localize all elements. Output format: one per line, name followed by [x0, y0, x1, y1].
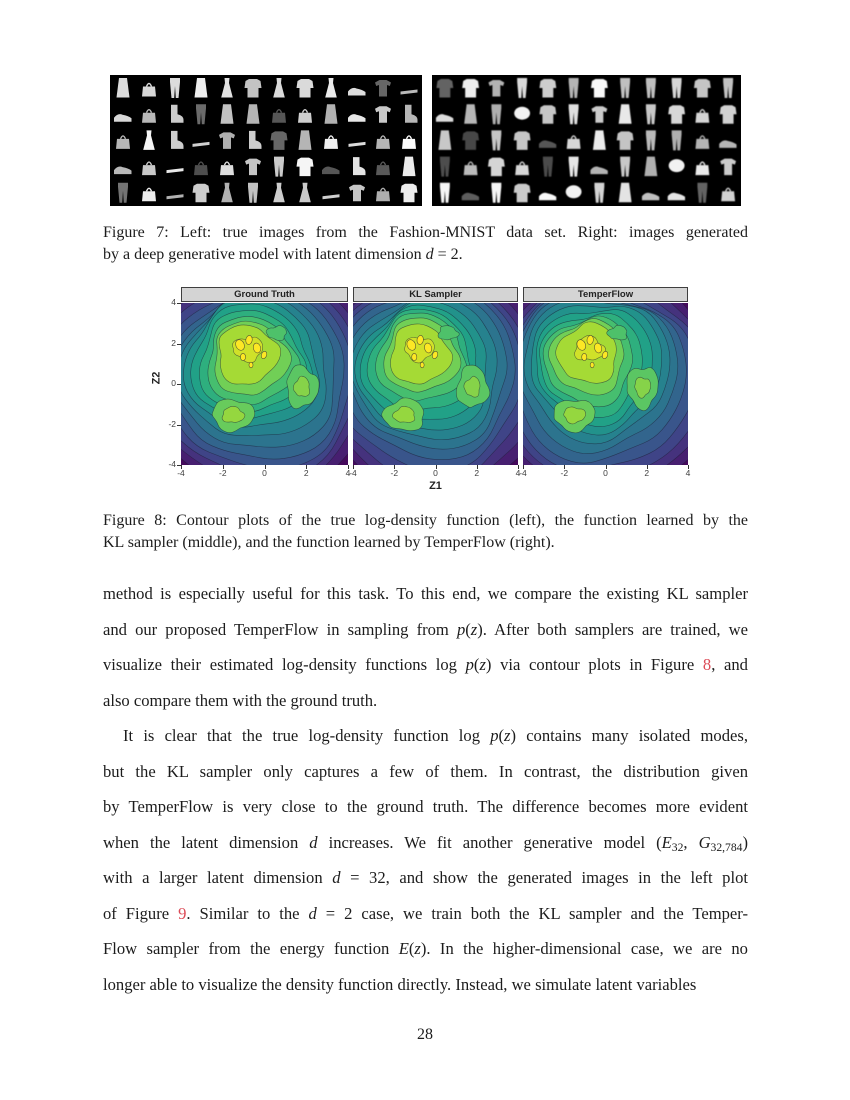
- text-line: [103, 967, 748, 1003]
- text-line: [103, 647, 748, 683]
- text-segment: ,: [683, 832, 699, 852]
- figure8-caption: [103, 510, 748, 553]
- x-tick-label: 4: [345, 468, 351, 478]
- text-segment: ). In the higher-dimensional case, we are no: [420, 939, 748, 959]
- text-segment: longer able to visualize the density function directly. Instead, we simulate latent variables: [103, 975, 697, 995]
- x-tick-label: 2: [644, 468, 650, 478]
- x-tick-label: 4: [515, 468, 521, 478]
- text-segment: ). After both samplers are trained, we: [477, 619, 748, 639]
- x-tick-label: -4: [177, 468, 185, 478]
- text-segment: Flow sampler from the energy function: [103, 939, 399, 959]
- x-tick-label: -2: [560, 468, 569, 478]
- text-segment: visualize their estimated log-density functions log: [103, 655, 466, 675]
- text-segment: increases. We fit another generative model (: [317, 832, 662, 852]
- text-segment: KL sampler (middle), and the function learned by TemperFlow (right).: [103, 533, 555, 551]
- text-segment: ) via contour plots in Figure: [485, 655, 703, 675]
- text-segment: by TemperFlow is very close to the ground truth. The difference becomes more evident: [103, 797, 748, 817]
- text-segment: and our proposed TemperFlow in sampling from: [103, 619, 457, 639]
- text-segment: method is especially useful for this task. To this end, we compare the existing KL sampler: [103, 584, 748, 603]
- x-tick-label: 2: [303, 468, 309, 478]
- facet-strip-title: TemperFlow: [523, 287, 688, 302]
- y-tick-mark: [177, 344, 181, 345]
- text-segment: E: [661, 832, 672, 852]
- text-segment: 32: [671, 840, 684, 854]
- figure8-contour-plot: [150, 286, 691, 496]
- text-segment: z: [504, 726, 511, 746]
- text-segment: (: [498, 726, 505, 746]
- text-segment: also compare them with the ground truth.: [103, 690, 378, 710]
- y-tick-label: 0: [171, 378, 176, 388]
- page-number: 28: [417, 1026, 433, 1043]
- text-segment: d: [332, 868, 341, 888]
- y-tick-mark: [177, 425, 181, 426]
- text-segment: (: [465, 619, 471, 639]
- facet-strip-title: Ground Truth: [181, 287, 348, 302]
- contour-panel-kl-sampler: [353, 287, 518, 465]
- text-segment: with a larger latent dimension: [103, 868, 333, 888]
- y-tick-label: -2: [168, 418, 176, 429]
- text-segment: z: [479, 655, 486, 675]
- text-segment: (: [408, 939, 415, 959]
- text-line: [103, 789, 748, 825]
- text-segment: E: [398, 939, 409, 959]
- y-axis-title: Z2: [150, 371, 163, 385]
- body-text: [103, 576, 748, 1003]
- text-line: [103, 576, 748, 612]
- text-line: [103, 931, 748, 967]
- text-segment: d: [308, 903, 317, 923]
- text-segment: p: [465, 655, 474, 675]
- x-tick-label: 2: [474, 468, 480, 478]
- y-tick-label: 4: [171, 297, 176, 307]
- x-tick-label: -2: [219, 468, 227, 478]
- y-tick-mark: [177, 384, 181, 385]
- text-segment: of Figure: [103, 903, 179, 923]
- text-segment: G: [698, 832, 711, 852]
- text-segment: It is clear that the true log-density function log: [123, 726, 491, 746]
- text-line: [103, 896, 748, 932]
- text-segment: ) contains many isolated modes,: [510, 726, 748, 746]
- x-tick-label: 0: [603, 468, 608, 478]
- figure7-caption: [103, 222, 748, 265]
- text-segment: d: [309, 832, 318, 852]
- x-tick-label: 4: [685, 468, 691, 478]
- text-segment: by a deep generative model with latent dimension: [103, 245, 426, 263]
- text-segment: ): [742, 832, 748, 852]
- facet-strip-title: KL Sampler: [353, 287, 518, 302]
- text-segment: = 32, and show the generated images in the left plot: [340, 868, 748, 888]
- figure-ref-link[interactable]: 9: [178, 903, 187, 923]
- x-axis-title: Z1: [429, 480, 442, 492]
- text-line: [103, 222, 748, 244]
- text-segment: 32,784: [710, 840, 743, 854]
- x-tick-label: 0: [262, 468, 267, 478]
- text-line: [103, 510, 748, 532]
- y-tick-mark: [177, 303, 181, 304]
- contour-panel-temperflow: [523, 287, 688, 465]
- text-line: [103, 683, 748, 719]
- x-tick-label: -2: [390, 468, 399, 478]
- text-segment: when the latent dimension: [103, 832, 310, 852]
- text-line: [103, 825, 748, 861]
- text-segment: but the KL sampler only captures a few of them. In contrast, the distribution given: [103, 761, 748, 781]
- x-tick-label: -4: [519, 468, 527, 478]
- text-segment: z: [470, 619, 478, 639]
- text-segment: d: [425, 245, 434, 263]
- text-line: [103, 860, 748, 896]
- text-line: [103, 718, 748, 754]
- text-line: [103, 532, 748, 554]
- text-segment: (: [473, 655, 480, 675]
- y-tick-label: -4: [168, 459, 176, 469]
- fashion-mnist-generated-image-grid: [432, 75, 741, 206]
- y-tick-label: 2: [171, 337, 176, 348]
- contour-panel-ground-truth: [181, 287, 348, 465]
- fashion-mnist-true-image-grid: [110, 75, 422, 206]
- text-line: [103, 612, 748, 648]
- text-segment: z: [414, 939, 421, 959]
- text-segment: = 2 case, we train both the KL sampler and the Temper-: [316, 903, 748, 923]
- text-segment: Figure 8: Contour plots of the true log-density function (left), the function learned by the: [103, 512, 748, 529]
- text-line: [103, 244, 748, 266]
- text-segment: . Similar to the: [186, 903, 309, 923]
- text-segment: p: [456, 619, 466, 639]
- x-tick-label: -4: [349, 468, 357, 478]
- x-tick-label: 0: [433, 468, 438, 478]
- text-segment: Figure 7: Left: true images from the Fashion-MNIST data set. Right: images generated: [103, 224, 748, 241]
- text-segment: = 2.: [433, 245, 463, 263]
- text-line: [103, 754, 748, 790]
- figure-ref-link[interactable]: 8: [702, 655, 712, 675]
- text-segment: p: [490, 726, 499, 746]
- text-segment: , and: [711, 655, 748, 675]
